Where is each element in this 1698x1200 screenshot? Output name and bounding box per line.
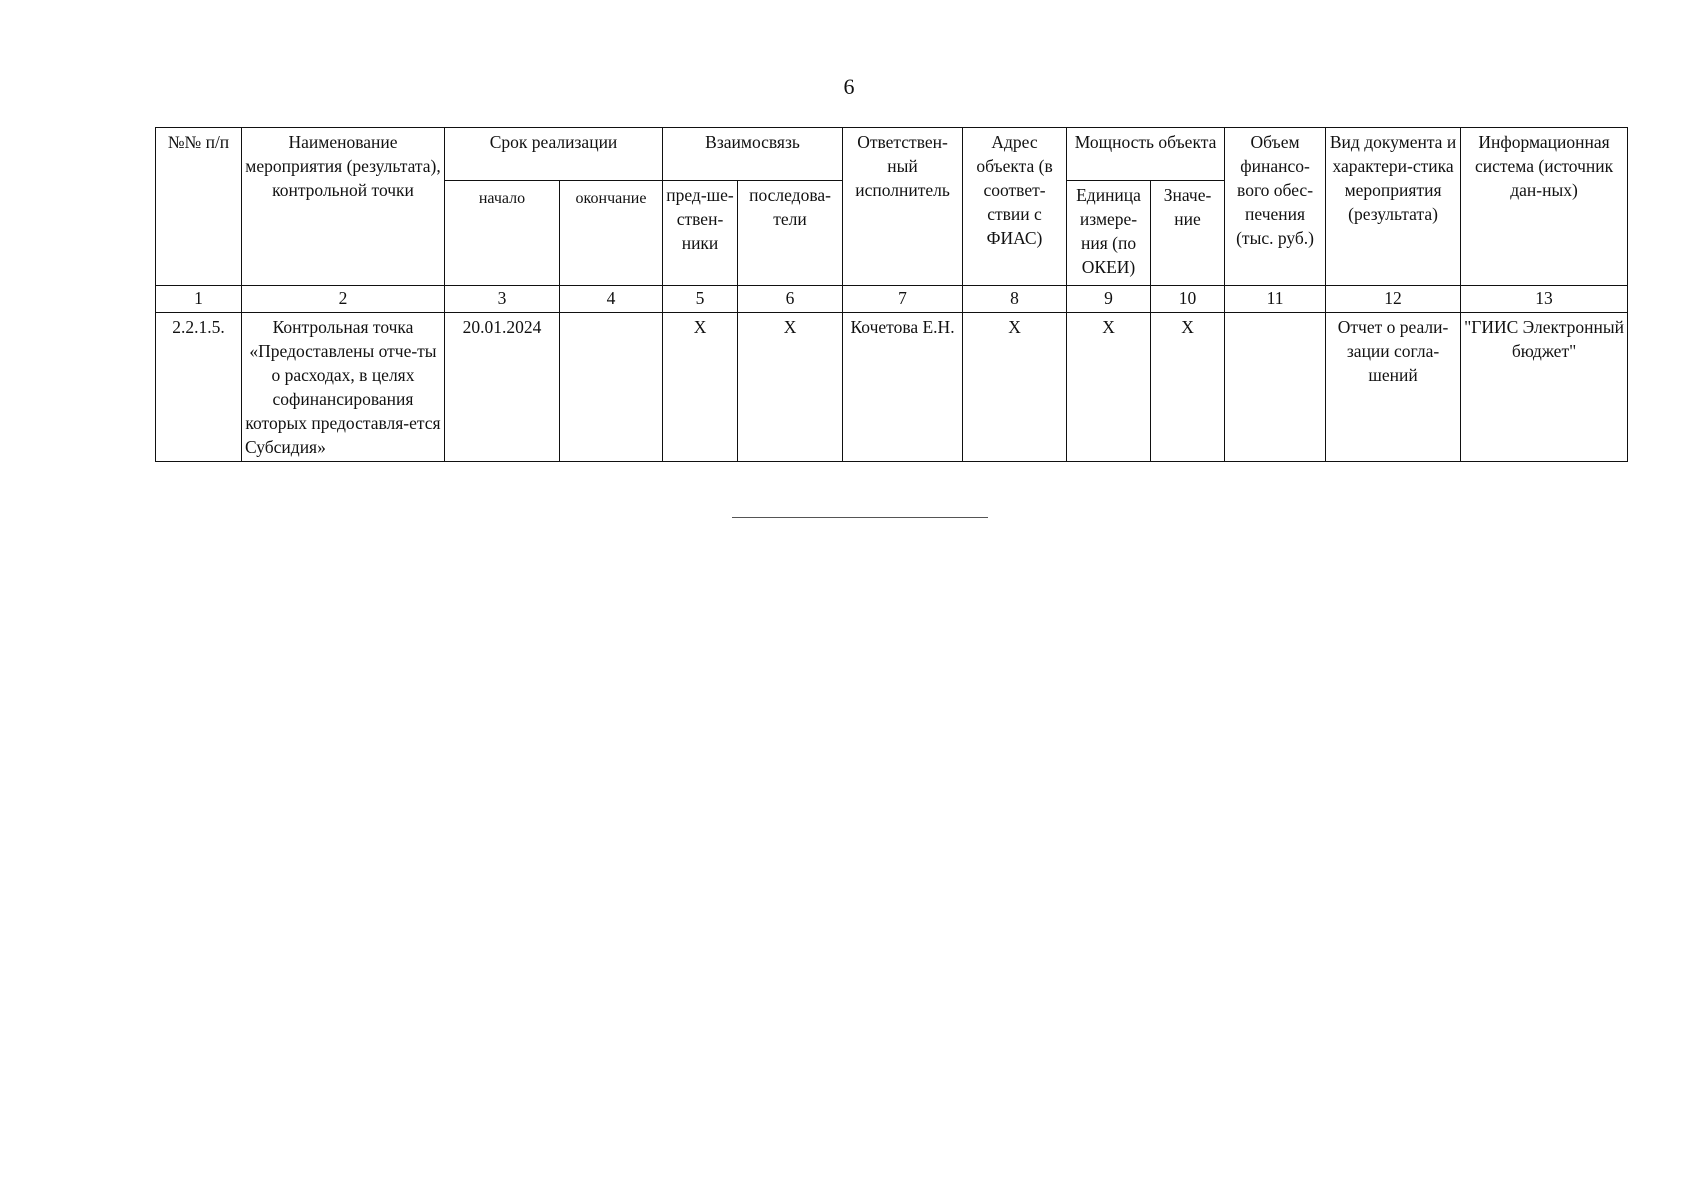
header-link-predecessors: пред-ше-ствен-ники (663, 181, 738, 286)
cell-successors: X (738, 313, 843, 462)
header-funding: Объем финансо-вого обес-печения (тыс. руб.) (1225, 128, 1326, 286)
header-link-successors: последова-тели (738, 181, 843, 286)
header-term: Срок реализации (445, 128, 663, 181)
cell-predecessors: X (663, 313, 738, 462)
page-number: 6 (843, 74, 855, 99)
cell-responsible: Кочетова Е.Н. (843, 313, 963, 462)
column-number: 8 (963, 286, 1067, 313)
column-number: 2 (242, 286, 445, 313)
column-number: 11 (1225, 286, 1326, 313)
header-doc: Вид документа и характери-стика мероприятия (результата) (1326, 128, 1461, 286)
header-address: Адрес объекта (в соответ-ствии с ФИАС) (963, 128, 1067, 286)
table-row (156, 313, 1628, 462)
cell-system: "ГИИС Электронный бюджет" (1461, 313, 1628, 462)
header-link: Взаимосвязь (663, 128, 843, 181)
header-capacity: Мощность объекта (1067, 128, 1225, 181)
column-number: 1 (156, 286, 242, 313)
column-number: 12 (1326, 286, 1461, 313)
cell-unit: X (1067, 313, 1151, 462)
column-number: 3 (445, 286, 560, 313)
header-system: Информационная система (источник дан-ных) (1461, 128, 1628, 286)
header-term-end: окончание (560, 181, 663, 286)
cell-start: 20.01.2024 (445, 313, 560, 462)
column-number: 5 (663, 286, 738, 313)
footer-divider (732, 517, 988, 518)
column-number: 13 (1461, 286, 1628, 313)
column-number: 10 (1151, 286, 1225, 313)
column-number: 6 (738, 286, 843, 313)
cell-address: X (963, 313, 1067, 462)
plan-table (155, 127, 1628, 462)
header-term-start: начало (445, 181, 560, 286)
cell-funding (1225, 313, 1326, 462)
header-name: Наименование мероприятия (результата), контрольной точки (242, 128, 445, 286)
column-numbers-row (156, 286, 1628, 313)
header-row-1 (156, 128, 1628, 181)
cell-end (560, 313, 663, 462)
header-capacity-value: Значе-ние (1151, 181, 1225, 286)
header-num: №№ п/п (156, 128, 242, 286)
column-number: 9 (1067, 286, 1151, 313)
cell-value: X (1151, 313, 1225, 462)
column-number: 7 (843, 286, 963, 313)
header-capacity-unit: Единица измере-ния (по ОКЕИ) (1067, 181, 1151, 286)
cell-num: 2.2.1.5. (156, 313, 242, 462)
cell-document: Отчет о реали-зации согла-шений (1326, 313, 1461, 462)
column-number: 4 (560, 286, 663, 313)
cell-name: Контрольная точка «Предоставлены отче-ты о расходах, в целях софинансирования которых предоставля-ется Субсидия» (242, 313, 445, 462)
header-responsible: Ответствен-ный исполнитель (843, 128, 963, 286)
